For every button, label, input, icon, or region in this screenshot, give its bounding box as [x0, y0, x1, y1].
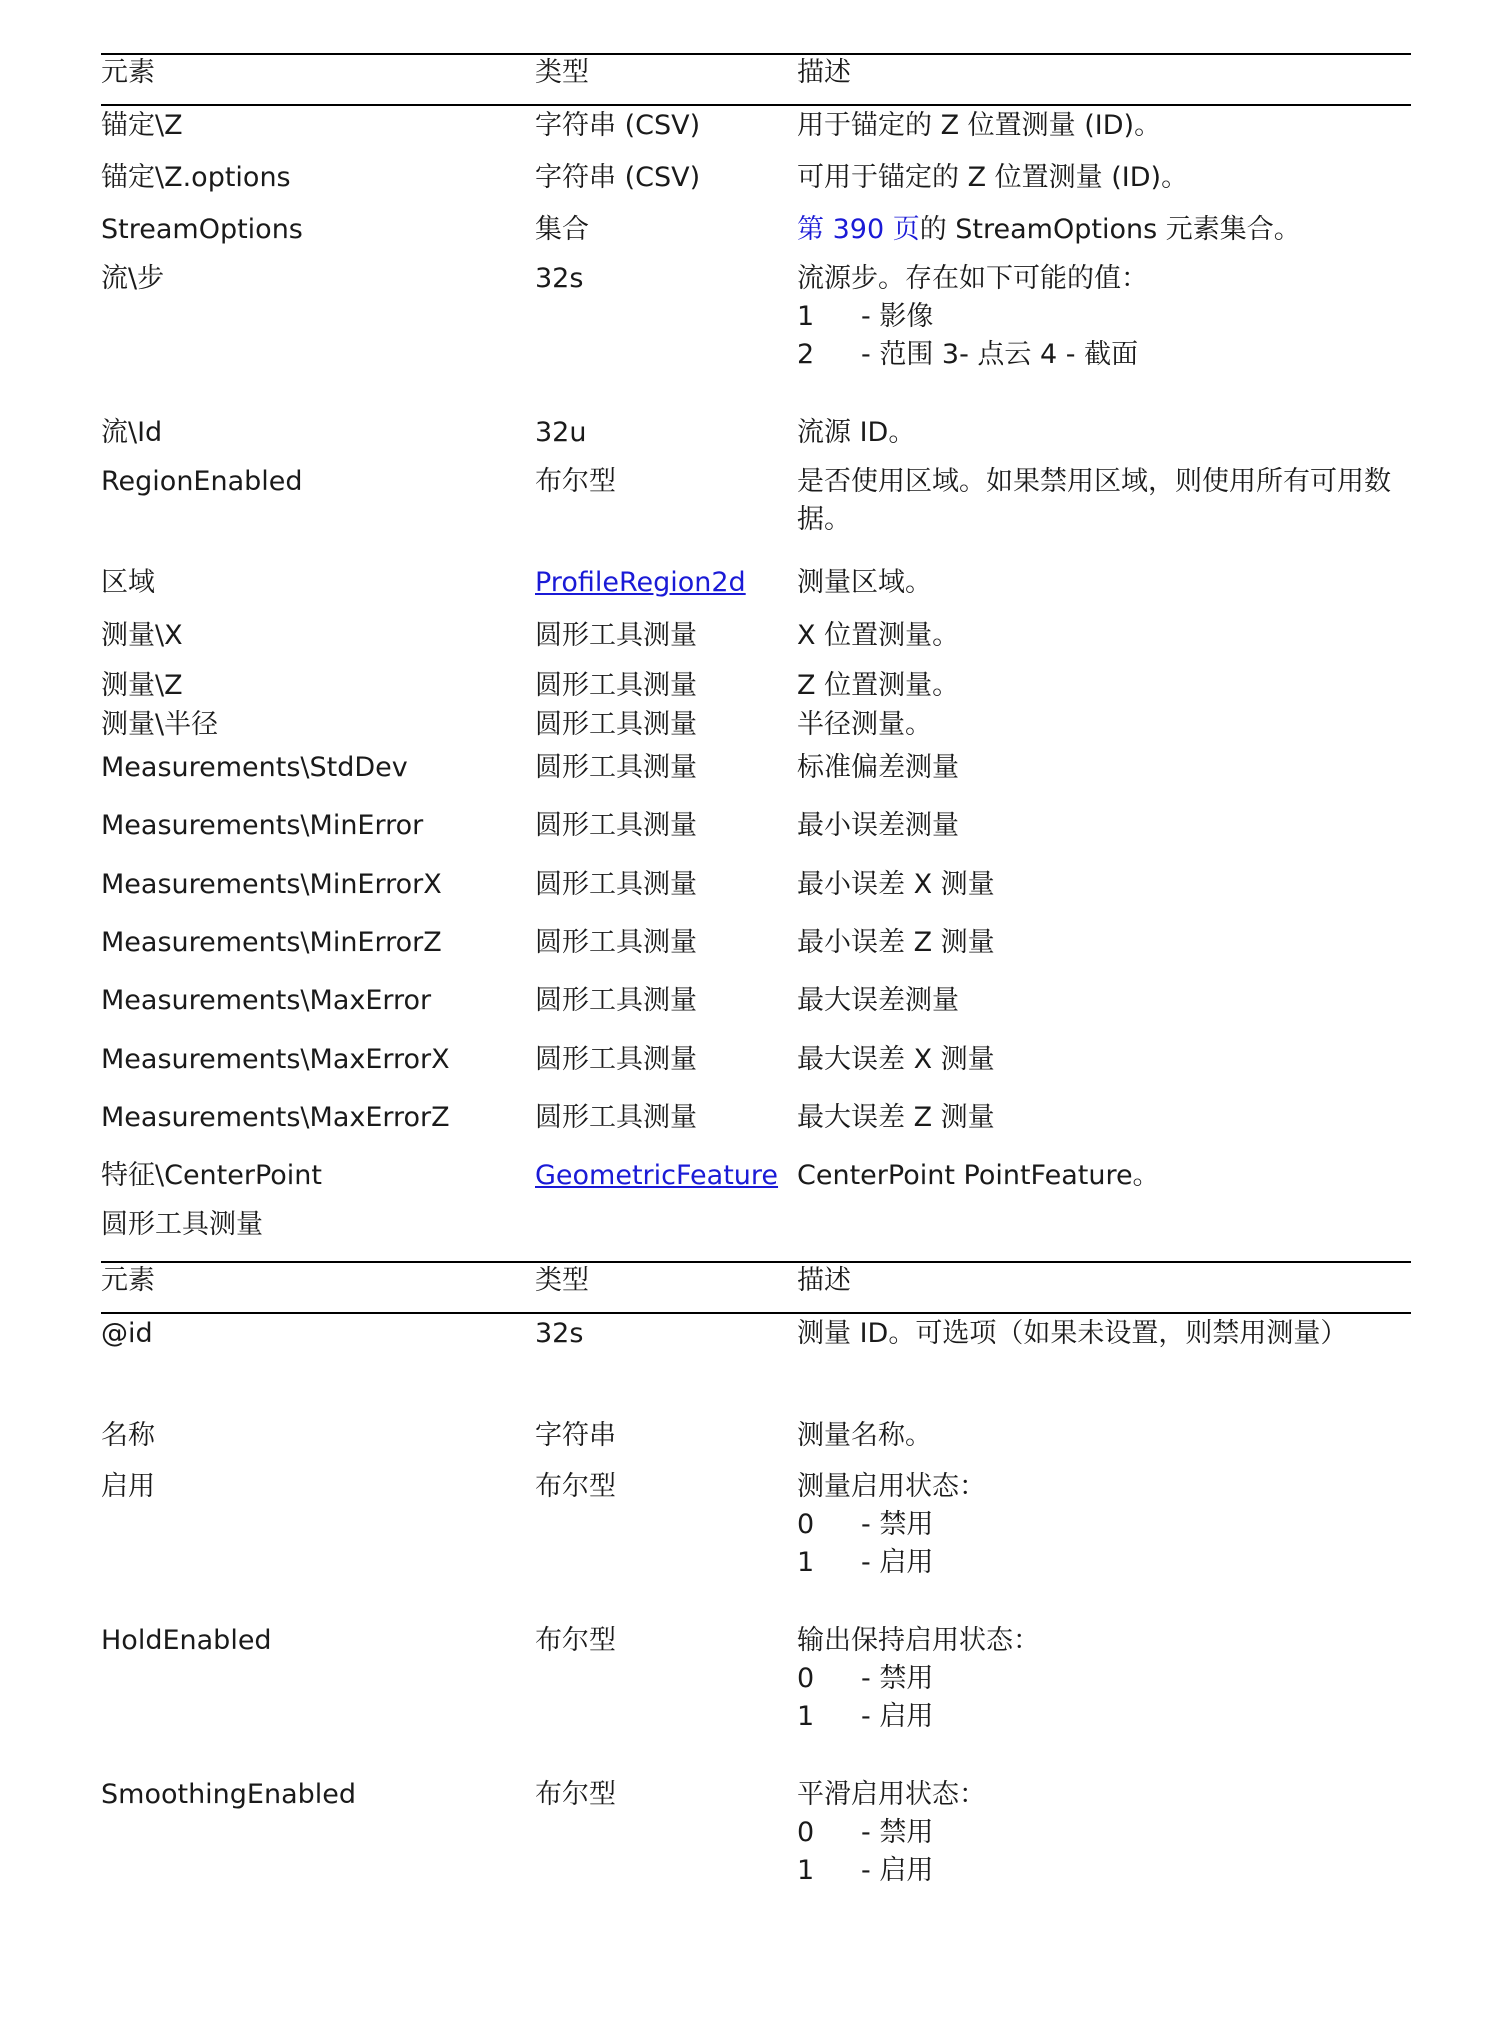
- cell-element: @id: [101, 1318, 153, 1349]
- option-text: - 启用: [861, 1547, 934, 1578]
- cell-type: 布尔型: [535, 1471, 616, 1502]
- option-line: [797, 298, 1411, 336]
- cell-element: Measurements\MinErrorX: [101, 869, 442, 900]
- cell-type: [535, 1157, 795, 1195]
- cell-element: Measurements\StdDev: [101, 752, 408, 783]
- cell-type: 字符串 (CSV): [535, 110, 701, 141]
- header-type: 类型: [535, 1265, 589, 1296]
- cell-description: 最小误差测量: [797, 810, 959, 841]
- cell-description: 最大误差 X 测量: [797, 1044, 995, 1075]
- cell-description: [797, 1776, 1411, 1890]
- cell-description: Z 位置测量。: [797, 670, 960, 701]
- cell-element: HoldEnabled: [101, 1625, 272, 1656]
- cell-type: 圆形工具测量: [535, 927, 697, 958]
- description-intro: 流源步。存在如下可能的值：: [797, 263, 1148, 294]
- cell-type: 圆形工具测量: [535, 709, 697, 740]
- cell-description: 测量 ID。可选项（如果未设置，则禁用测量）: [797, 1318, 1348, 1349]
- cell-type: 圆形工具测量: [535, 810, 697, 841]
- option-line: [797, 1852, 1411, 1890]
- cell-description: [797, 211, 1411, 249]
- cell-element: StreamOptions: [101, 214, 303, 245]
- cell-type: 圆形工具测量: [535, 985, 697, 1016]
- option-text: - 禁用: [861, 1663, 934, 1694]
- cell-type: 字符串: [535, 1420, 616, 1451]
- option-line: [797, 1544, 1411, 1582]
- cell-element: 测量\Z: [101, 670, 183, 701]
- cell-description: 最小误差 Z 测量: [797, 927, 995, 958]
- cell-type: 圆形工具测量: [535, 1044, 697, 1075]
- option-value: 0: [797, 1509, 815, 1540]
- cell-description: [797, 260, 1411, 374]
- cell-type: 圆形工具测量: [535, 620, 697, 651]
- cell-type: [535, 564, 795, 602]
- option-line: [797, 1506, 1411, 1544]
- cell-description: 流源 ID。: [797, 417, 916, 448]
- option-text: - 禁用: [861, 1817, 934, 1848]
- cell-element: 锚定\Z: [101, 110, 183, 141]
- cell-description: 用于锚定的 Z 位置测量 (ID)。: [797, 110, 1162, 141]
- cell-description: X 位置测量。: [797, 620, 960, 651]
- cell-element: 流\步: [101, 263, 165, 294]
- description-intro: 平滑启用状态：: [797, 1779, 986, 1810]
- table-caption: 圆形工具测量: [101, 1209, 263, 1240]
- option-value: 0: [797, 1663, 815, 1694]
- cell-description: 标准偏差测量: [797, 752, 959, 783]
- cell-element: SmoothingEnabled: [101, 1779, 357, 1810]
- option-text: - 范围 3- 点云 4 - 截面: [861, 339, 1139, 370]
- cell-element: 流\Id: [101, 417, 163, 448]
- cell-element: RegionEnabled: [101, 466, 303, 497]
- page-reference-link[interactable]: 第 390 页: [797, 214, 920, 245]
- cell-type: 圆形工具测量: [535, 869, 697, 900]
- cell-description: 测量名称。: [797, 1420, 932, 1451]
- cell-type: 32s: [535, 1318, 584, 1349]
- profile-region-2d-link[interactable]: ProfileRegion2d: [535, 567, 746, 598]
- table-rule-header: [101, 104, 1411, 106]
- cell-element: Measurements\MaxErrorZ: [101, 1102, 450, 1133]
- cell-description: 测量区域。: [797, 567, 932, 598]
- cell-element: Measurements\MinError: [101, 810, 424, 841]
- option-text: - 禁用: [861, 1509, 934, 1540]
- cell-element: 特征\CenterPoint: [101, 1160, 323, 1191]
- description-intro: 测量启用状态：: [797, 1471, 986, 1502]
- cell-element: 锚定\Z.options: [101, 162, 291, 193]
- cell-type: 圆形工具测量: [535, 1102, 697, 1133]
- cell-description: 半径测量。: [797, 709, 932, 740]
- option-line: [797, 1814, 1411, 1852]
- option-line: [797, 1698, 1411, 1736]
- cell-element: 测量\半径: [101, 709, 219, 740]
- header-element: 元素: [101, 1265, 155, 1296]
- option-line: [797, 1660, 1411, 1698]
- cell-element: 测量\X: [101, 620, 183, 651]
- cell-type: 布尔型: [535, 1625, 616, 1656]
- cell-element: 区域: [101, 567, 155, 598]
- option-line: [797, 336, 1411, 374]
- cell-type: 字符串 (CSV): [535, 162, 701, 193]
- option-text: - 启用: [861, 1701, 934, 1732]
- cell-description: 最大误差 Z 测量: [797, 1102, 995, 1133]
- cell-type: 32s: [535, 263, 584, 294]
- table-rule-header: [101, 1312, 1411, 1314]
- cell-description: [797, 1468, 1411, 1582]
- cell-description: 最小误差 X 测量: [797, 869, 995, 900]
- cell-description: 最大误差测量: [797, 985, 959, 1016]
- cell-description: 是否使用区域。如果禁用区域，则使用所有可用数据。: [797, 466, 1391, 535]
- option-value: 1: [797, 301, 815, 332]
- cell-type: 布尔型: [535, 466, 616, 497]
- description-intro: 输出保持启用状态：: [797, 1625, 1040, 1656]
- cell-description: CenterPoint PointFeature。: [797, 1160, 1160, 1191]
- cell-element: 启用: [101, 1471, 155, 1502]
- cell-description-text: 的 StreamOptions 元素集合。: [919, 214, 1301, 245]
- header-element: 元素: [101, 57, 155, 88]
- geometric-feature-link[interactable]: GeometricFeature: [535, 1160, 779, 1191]
- cell-element: 名称: [101, 1420, 155, 1451]
- cell-type: 集合: [535, 214, 589, 245]
- option-text: - 影像: [861, 301, 934, 332]
- option-value: 1: [797, 1701, 815, 1732]
- cell-type: 圆形工具测量: [535, 670, 697, 701]
- cell-element: Measurements\MinErrorZ: [101, 927, 442, 958]
- header-description: 描述: [797, 1265, 851, 1296]
- header-description: 描述: [797, 57, 851, 88]
- option-value: 0: [797, 1817, 815, 1848]
- cell-type: 32u: [535, 417, 587, 448]
- cell-description: [797, 1622, 1411, 1736]
- cell-description: 可用于锚定的 Z 位置测量 (ID)。: [797, 162, 1189, 193]
- cell-element: Measurements\MaxErrorX: [101, 1044, 450, 1075]
- option-text: - 启用: [861, 1855, 934, 1886]
- cell-type: 布尔型: [535, 1779, 616, 1810]
- option-value: 1: [797, 1547, 815, 1578]
- cell-element: Measurements\MaxError: [101, 985, 432, 1016]
- option-value: 1: [797, 1855, 815, 1886]
- cell-type: 圆形工具测量: [535, 752, 697, 783]
- header-type: 类型: [535, 57, 589, 88]
- option-value: 2: [797, 339, 815, 370]
